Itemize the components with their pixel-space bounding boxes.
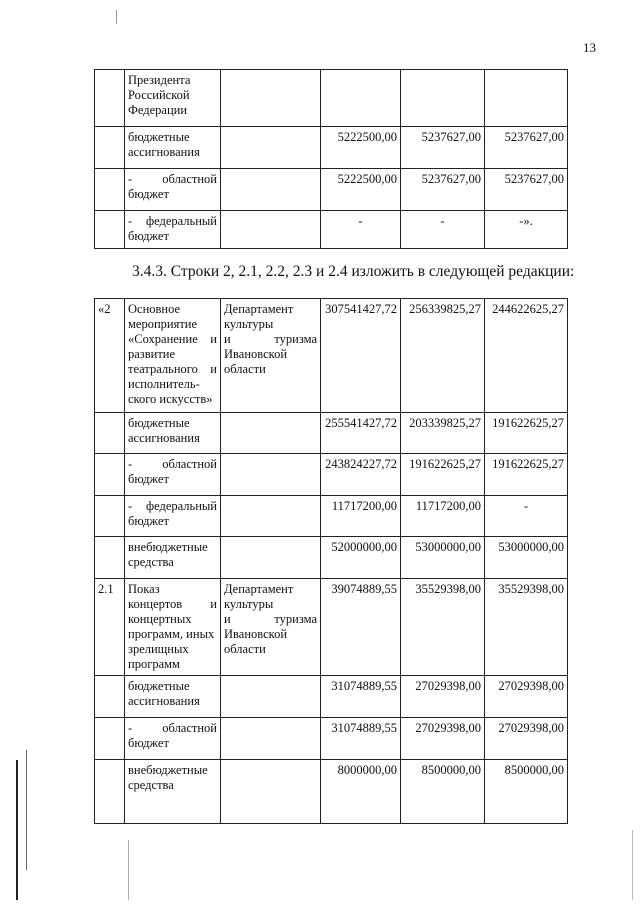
row-number: 2.1 — [95, 579, 125, 676]
value-cell: 35529398,00 — [401, 579, 485, 676]
row-label: Основное мероприятие «Сохранение и развитие театрального и исполнитель- ского искусств» — [125, 299, 221, 413]
value-cell: 35529398,00 — [485, 579, 568, 676]
value-cell: 256339825,27 — [401, 299, 485, 413]
row-label: Президента Российской Федерации — [125, 70, 221, 127]
value-cell: - — [321, 211, 401, 249]
value-cell: 203339825,27 — [401, 413, 485, 454]
value-cell: 53000000,00 — [401, 537, 485, 579]
row-label: Показ концертов и концертных программ, иных зрелищных программ — [125, 579, 221, 676]
top-table — [94, 69, 568, 249]
value-cell: 5222500,00 — [321, 169, 401, 211]
value-cell: 244622625,27 — [485, 299, 568, 413]
value-cell: 8500000,00 — [401, 760, 485, 824]
value-cell: 191622625,27 — [401, 454, 485, 496]
value-cell: 8000000,00 — [321, 760, 401, 824]
row-label: - областной бюджет — [125, 454, 221, 496]
row-label: внебюджетные средства — [125, 537, 221, 579]
value-cell: 31074889,55 — [321, 676, 401, 718]
value-cell: - — [485, 496, 568, 537]
row-label: бюджетные ассигнования — [125, 127, 221, 169]
value-cell: 5237627,00 — [485, 169, 568, 211]
value-cell: 52000000,00 — [321, 537, 401, 579]
row-number: «2 — [95, 299, 125, 413]
table-row — [95, 676, 568, 718]
page-number: 13 — [583, 40, 596, 55]
scan-artifact-line — [128, 840, 129, 900]
main-table — [94, 298, 568, 824]
section-heading: 3.4.3. Строки 2, 2.1, 2.2, 2.3 и 2.4 изложить в следующей редакции: — [132, 263, 575, 280]
value-cell: 31074889,55 — [321, 718, 401, 760]
value-cell: 243824227,72 — [321, 454, 401, 496]
value-cell: 5237627,00 — [401, 169, 485, 211]
scan-artifact-line — [116, 10, 117, 24]
value-cell: 191622625,27 — [485, 454, 568, 496]
value-cell: 53000000,00 — [485, 537, 568, 579]
table-row — [95, 454, 568, 496]
value-cell: 307541427,72 — [321, 299, 401, 413]
value-cell: 27029398,00 — [485, 676, 568, 718]
value-cell: 11717200,00 — [321, 496, 401, 537]
value-cell: 8500000,00 — [485, 760, 568, 824]
scan-artifact-line — [26, 750, 27, 870]
value-cell: -». — [485, 211, 568, 249]
responsible-cell: Департамент культуры и туризма Ивановской области — [221, 579, 321, 676]
value-cell: 191622625,27 — [485, 413, 568, 454]
table-row — [95, 537, 568, 579]
scan-artifact-line — [16, 760, 18, 900]
row-label: - областной бюджет — [125, 718, 221, 760]
table-row — [95, 70, 568, 127]
value-cell: 27029398,00 — [401, 676, 485, 718]
row-label: бюджетные ассигнования — [125, 676, 221, 718]
table-row — [95, 169, 568, 211]
value-cell: 5222500,00 — [321, 127, 401, 169]
row-label: бюджетные ассигнования — [125, 413, 221, 454]
value-cell: 27029398,00 — [485, 718, 568, 760]
row-label: внебюджетные средства — [125, 760, 221, 824]
value-cell: 5237627,00 — [401, 127, 485, 169]
row-label: - областной бюджет — [125, 169, 221, 211]
table-row — [95, 579, 568, 676]
table-row — [95, 413, 568, 454]
value-cell: 27029398,00 — [401, 718, 485, 760]
table-row — [95, 496, 568, 537]
row-label: - федеральный бюджет — [125, 496, 221, 537]
row-label: - федеральный бюджет — [125, 211, 221, 249]
value-cell: 255541427,72 — [321, 413, 401, 454]
value-cell: - — [401, 211, 485, 249]
table-row — [95, 211, 568, 249]
value-cell: 5237627,00 — [485, 127, 568, 169]
table-row — [95, 299, 568, 413]
value-cell: 39074889,55 — [321, 579, 401, 676]
table-row — [95, 760, 568, 824]
table-row — [95, 718, 568, 760]
responsible-cell: Департамент культуры и туризма Ивановской области — [221, 299, 321, 413]
table-row — [95, 127, 568, 169]
value-cell: 11717200,00 — [401, 496, 485, 537]
scan-artifact-line — [632, 830, 633, 900]
